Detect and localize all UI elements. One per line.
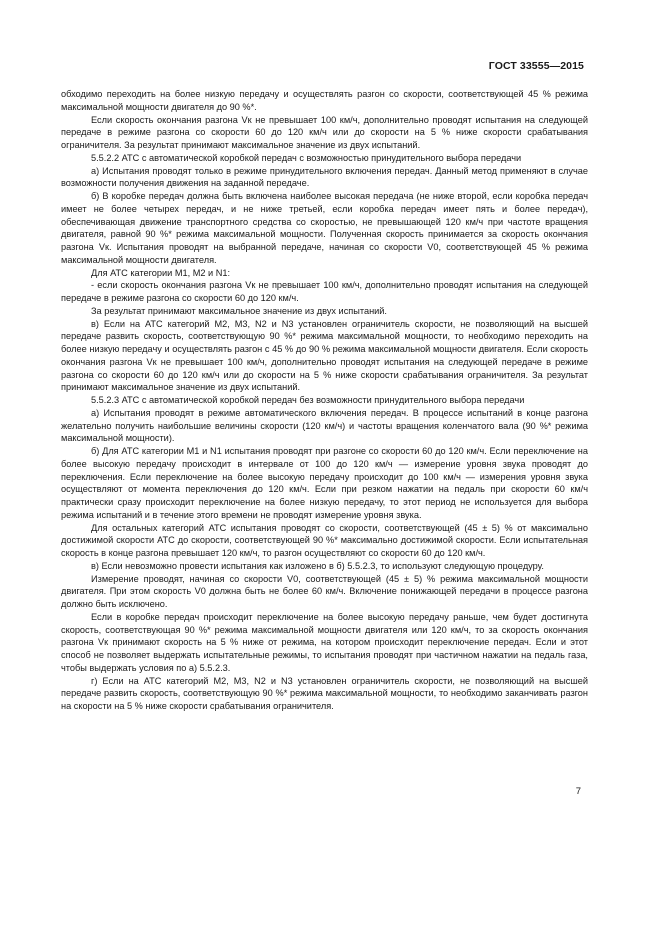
paragraph: Если в коробке передач происходит переключение на более высокую передачу раньше, чем будет достигнута скорость, соответствующая 90 %* режима максимальной мощности двигателя или 120 км/ч, то за скорость окончания разгона Vк принимают скорость на 5 % ниже от режима, на котором происходит переключение передач. Если и этот способ не позволяет выдержать испытательные режимы, то испытания проводят при частичном нажатии на педаль газа, чтобы выдержать условия по а) 5.5.2.3. <box>61 611 588 673</box>
paragraph: Для АТС категории М1, М2 и N1: <box>91 267 231 278</box>
paragraph: - если скорость окончания разгона Vк не превышает 100 км/ч, дополнительно проводят испытания на следующей передаче в режиме разгона со скорости 60 до 120 км/ч. <box>61 280 588 303</box>
section-heading: 5.5.2.3 АТС с автоматической коробкой передач без возможности принудительного выбора передачи <box>91 395 525 405</box>
page-number: 7 <box>575 786 581 797</box>
paragraph: б) В коробке передач должна быть включена наиболее высокая передача (не ниже второй, если коробка передач имеет не более четырех передач, и не ниже третьей, если коробка передач имеет пять и более передач), обеспечивающая движение транспортного средства со скоростью, не превышающей 120 км/ч при частоте вращения двигателя, равной 90 %* режима максимальной мощности. Полученная скорость принимается за скорость окончания разгона Vк. Испытания проводят на выбранной передаче, начиная со скорости V0, соответствующей 45 % режима максимальной мощности двигателя. <box>61 191 588 265</box>
paragraph: обходимо переходить на более низкую передачу и осуществлять разгон со скорости, соответствующей 45 % режима максимальной мощности двигателя до 90 %*. <box>61 89 588 112</box>
paragraph: а) Испытания проводят в режиме автоматического включения передач. В процессе испытаний в конце разгона желательно получить наибольшие величины скорости (120 км/ч) и частоты вращения коленчатого вала (90 %* режима максимальной мощности). <box>61 407 588 444</box>
section-heading: 5.5.2.2 АТС с автоматической коробкой передач с возможностью принудительного выбора передачи <box>91 152 522 163</box>
paragraph: г) Если на АТС категорий М2, М3, N2 и N3 установлен ограничитель скорости, не позволяющий на высшей передаче развить скорость, соответствующую 90 %* режима максимальной мощности, то необходимо заканчивать разгон на скорости на 5 % ниже скорости срабатывания ограничителя. <box>61 675 588 711</box>
paragraph: в) Если на АТС категорий М2, М3, N2 и N3 установлен ограничитель скорости, не позволяющий на высшей передаче развить скорость, соответствующую 90 %* режима максимальной мощности, то необходимо переходить на более низкую передачу и осуществлять разгон с 45 % до 90 % режима максимальной мощности двигателя. Если скорость окончания разгона Vк не превышает 100 км/ч, дополнительно проводят испытания на следующей передаче в режиме разгона со скорости 60 до 120 км/ч или до скорости на 5 % ниже скорости срабатывания ограничителя. За результат принимают максимальное значение из двух испытаний. <box>61 318 588 393</box>
paragraph: б) Для АТС категории М1 и N1 испытания проводят при разгоне со скорости 60 до 120 км/ч. Если переключение на более высокую передачу происходит в интервале от 100 до 120 км/ч — измерение уровня звука проводят до переключения. Если переключение на более высокую передачу происходит до 100 км/ч — измерения уровня звука осуществляют от момента переключения до 120 км/ч. Если при резком нажатии на педаль при скорости 60 км/ч практически сразу происходит переключение на более низкую передачу, то этот период не используется для выбора режима испытаний и в течение этого времени не проводят измерение уровня звука. <box>61 446 588 520</box>
standard-header: ГОСТ 33555—2015 <box>488 60 584 72</box>
paragraph: в) Если невозможно провести испытания как изложено в б) 5.5.2.3, то используют следующую процедуру. <box>91 560 544 571</box>
paragraph: а) Испытания проводят только в режиме принудительного включения передач. Данный метод применяют в случае возможности получения движения на заданной передаче. <box>61 165 588 189</box>
document-body <box>61 88 588 713</box>
paragraph: За результат принимают максимальное значение из двух испытаний. <box>91 305 387 316</box>
paragraph: Если скорость окончания разгона Vк не превышает 100 км/ч, дополнительно проводят испытания на следующей передаче в режиме разгона со скорости 60 до 120 км/ч или до скорости на 5 % ниже скорости срабатывания ограничителя. За результат принимают максимальное значение из двух испытаний. <box>61 114 588 150</box>
paragraph: Для остальных категорий АТС испытания проводят со скорости, соответствующей (45 ± 5) % от максимально достижимой скорости АТС до скорости, соответствующей 90 %* максимально достижимой скорости. Если испытательная скорость в конце разгона превышает 120 км/ч, то разгон осуществляют со скорости 60 до 120 км/ч. <box>61 522 588 558</box>
paragraph: Измерение проводят, начиная со скорости V0, соответствующей (45 ± 5) % режима максимальной мощности двигателя. При этом скорость V0 должна быть не более 60 км/ч. Включение понижающей передачи в процессе разгона должно быть исключено. <box>61 573 588 609</box>
